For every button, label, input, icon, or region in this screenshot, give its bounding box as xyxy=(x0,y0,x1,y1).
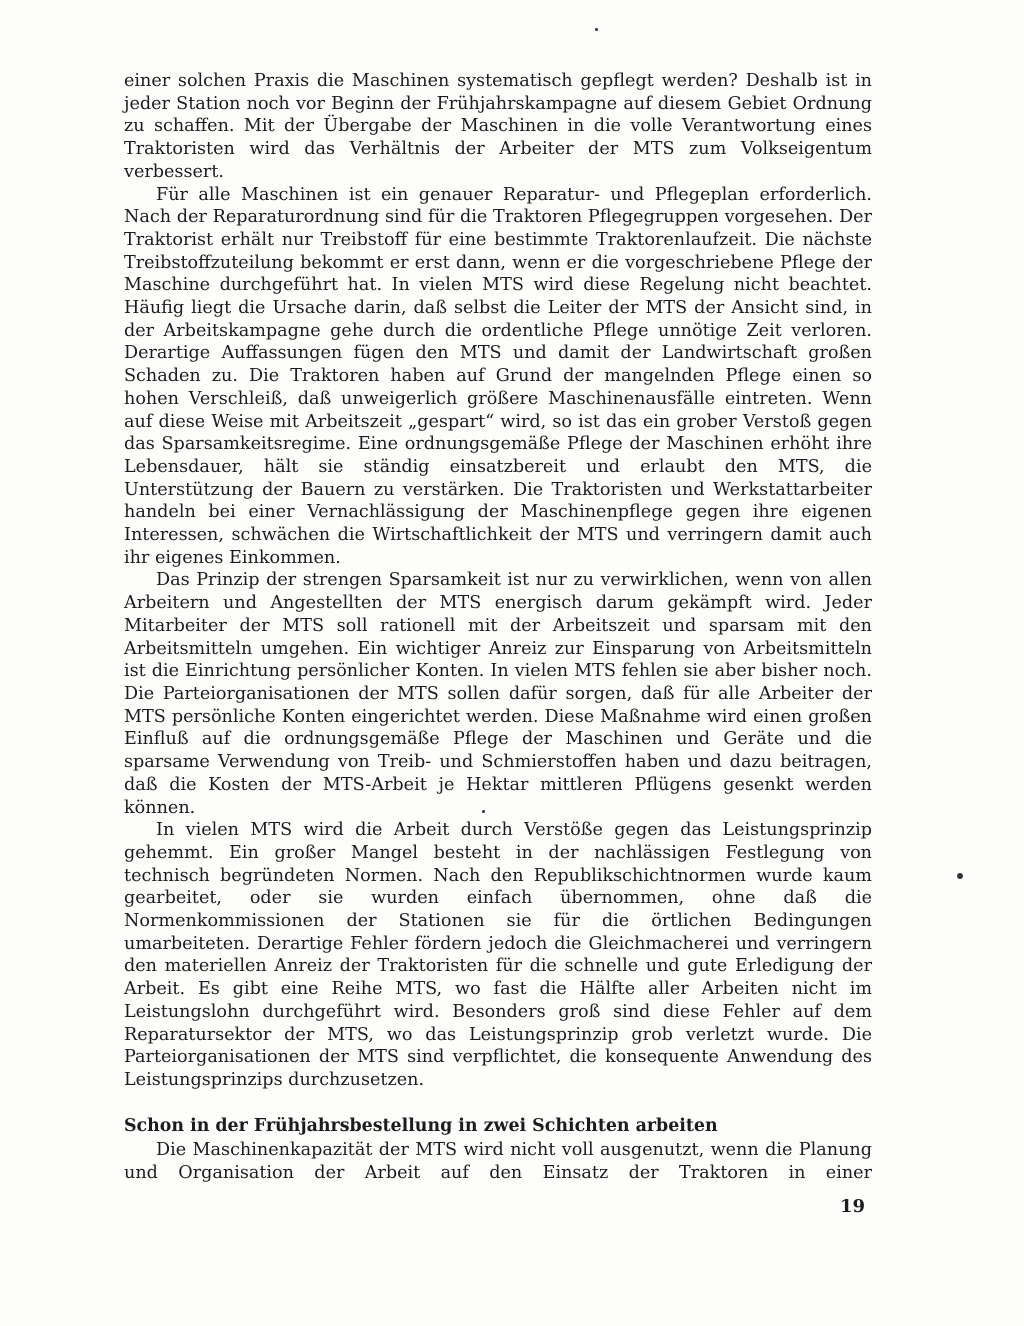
page-number: 19 xyxy=(840,1196,866,1217)
paragraph-maintenance-plan: Für alle Maschinen ist ein genauer Reparatur- und Pflegeplan erforderlich. Nach der Reparaturordnung sind für die Traktoren Pflegegruppen vorgesehen. Der Traktorist erhält nur Treibstoff für eine bestimmte Traktorenlaufzeit. Die nächste Treibstoffzuteilung bekommt er erst dann, wenn er die vorgeschriebene Pflege der Maschine durchgeführt hat. In vielen MTS wird diese Regelung nicht beachtet. Häufig liegt die Ursache darin, daß selbst die Leiter der MTS der Ansicht sind, in der Arbeitskampagne gehe durch die ordentliche Pflege unnötige Zeit verloren. Derartige Auffassungen fügen den MTS und damit der Landwirtschaft großen Schaden zu. Die Traktoren haben auf Grund der mangelnden Pflege einen so hohen Verschleiß, daß unweigerlich größere Maschinenausfälle eintreten. Wenn auf diese Weise mit Arbeitszeit „gespart“ wird, so ist das ein grober Verstoß gegen das Sparsamkeitsregime. Eine ordnungsgemäße Pflege der Maschinen erhöht ihre Lebensdauer, hält sie ständig einsatzbereit und erlaubt den MTS, die Unterstützung der Bauern zu verstärken. Die Traktoristen und Werkstattarbeiter handeln bei einer Vernachlässigung der Maschinenpflege gegen ihre eigenen Interessen, schwächen die Wirtschaftlichkeit der MTS und verringern damit auch ihr eigenes Einkommen. xyxy=(124,184,872,568)
paragraph-continued: einer solchen Praxis die Maschinen systematisch gepflegt werden? Deshalb ist in jeder Station noch vor Beginn der Frühjahrskampagne auf diesem Gebiet Ordnung zu schaffen. Mit der Übergabe der Maschinen in die volle Verantwortung eines Traktoristen wird das Verhältnis der Arbeiter der MTS zum Volkseigentum verbessert. xyxy=(124,71,872,182)
paragraph-machine-capacity: Die Maschinenkapazität der MTS wird nicht voll ausgenutzt, wenn die Planung und Organisation der Arbeit auf den Einsatz der Traktoren in einer xyxy=(124,1140,872,1184)
paragraph-thrift-principle: Das Prinzip der strengen Sparsamkeit ist nur zu verwirklichen, wenn von allen Arbeitern und Angestellten der MTS energisch darum gekämpft wird. Jeder Mitarbeiter der MTS soll rationell mit der Arbeitszeit und sparsam mit den Arbeitsmitteln umgehen. Ein wichtiger Anreiz zur Einsparung von Arbeitsmitteln ist die Einrichtung persönlicher Konten. In vielen MTS fehlen sie aber bisher noch. Die Parteiorganisationen der MTS sollen dafür sorgen, daß für alle Arbeiter der MTS persönliche Konten eingerichtet werden. Diese Maßnahme wird einen großen Einfluß auf die ordnungsgemäße Pflege der Maschinen und Geräte und die sparsame Verwendung von Treib- und Schmierstoffen haben und dazu beitragen, daß die Kosten der MTS-Arbeit je Hektar mittleren Pflügens gesenkt werden können. xyxy=(124,570,872,818)
paragraph-performance-principle: In vielen MTS wird die Arbeit durch Verstöße gegen das Leistungsprinzip gehemmt. Ein großer Mangel besteht in der nachlässigen Festlegung von technisch begründeten Normen. Nach den Republikschichtnormen wurde kaum gearbeitet, oder sie wurden einfach übernommen, ohne daß die Normenkommissionen der Stationen sie für die örtlichen Bedingungen umarbeiteten. Derartige Fehler fördern jedoch die Gleichmacherei und verringern den materiellen Anreiz der Traktoristen für die schnelle und gute Erledigung der Arbeit. Es gibt eine Reihe MTS, wo fast die Hälfte aller Arbeiten nicht im Leistungslohn durchgeführt wird. Besonders groß sind diese Fehler auf dem Reparatursektor der MTS, wo das Leistungsprinzip grob verletzt wurde. Die Parteiorganisationen der MTS sind verpflichtet, die konsequente Anwendung des Leistungsprinzips durchzusetzen. xyxy=(124,820,872,1090)
print-speck xyxy=(482,810,485,813)
body-text xyxy=(124,70,872,1185)
print-speck xyxy=(957,873,963,879)
print-speck xyxy=(595,28,598,31)
section-heading: Schon in der Frühjahrsbestellung in zwei Schichten arbeiten xyxy=(124,1115,718,1136)
